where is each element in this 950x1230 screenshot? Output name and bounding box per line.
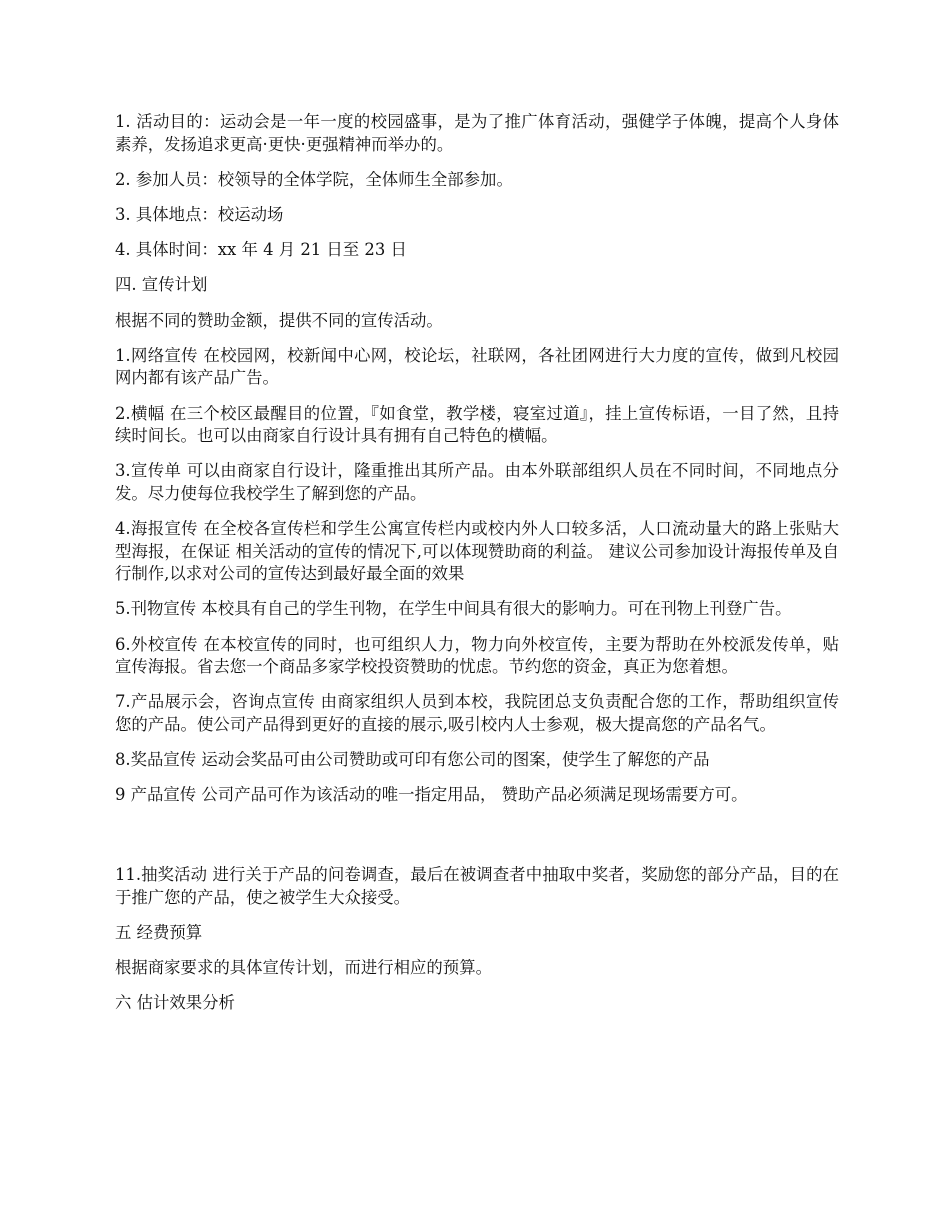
paragraph-product-publicity: 9 产品宣传 公司产品可作为该活动的唯一指定用品， 赞助产品必须满足现场需要方可。 — [115, 785, 748, 805]
paragraph-product-exhibition: 7.产品展示会，咨询点宣传 由商家组织人员到本校，我院团总支负责配合您的工作，帮助组织宣传您的产品。使公司产品得到更好的直接的展示,吸引校内人士参观，极大提高您的产品名气。 — [115, 692, 839, 734]
paragraph-time: 4. 具体时间：xx 年 4 月 21 日至 23 日 — [115, 240, 407, 260]
section-heading-budget: 五 经费预算 — [115, 922, 203, 942]
section-heading-publicity-plan: 四. 宣传计划 — [115, 275, 208, 295]
paragraph-publicity-intro: 根据不同的赞助金额，提供不同的宣传活动。 — [115, 310, 443, 330]
paragraph-prize-publicity: 8.奖品宣传 运动会奖品可由公司赞助或可印有您公司的图案，使学生了解您的产品 — [115, 750, 710, 770]
paragraph-participants: 2. 参加人员：校领导的全体学院，全体师生全部参加。 — [115, 169, 513, 189]
section-heading-effect-analysis: 六 估计效果分析 — [115, 993, 235, 1013]
paragraph-location: 3. 具体地点：校运动场 — [115, 204, 284, 224]
paragraph-banner: 2.横幅 在三个校区最醒目的位置，『如食堂，教学楼，寝室过道』，挂上宣传标语，一目了然，且持续时间长。也可以由商家自行设计具有拥有自己特色的横幅。 — [115, 403, 839, 446]
paragraph-publication: 5.刊物宣传 本校具有自己的学生刊物，在学生中间具有很大的影响力。可在刊物上刊登广告。 — [115, 599, 792, 619]
paragraph-online-publicity: 1.网络宣传 在校园网，校新闻中心网，校论坛，社联网，各社团网进行大力度的宣传，做到凡校园网内都有该产品广告。 — [115, 345, 839, 388]
paragraph-poster: 4.海报宣传 在全校各宣传栏和学生公寓宣传栏内或校内外人口较多活，人口流动量大的路上张贴大型海报，在保证 相关活动的宣传的情况下,可以体现赞助商的利益。 建议公司参加设计海报传单及自行制作,以求对公司的宣传达到最好最全面的效果 — [115, 519, 839, 584]
paragraph-lottery: 11.抽奖活动 进行关于产品的问卷调查，最后在被调查者中抽取中奖者，奖励您的部分产品，目的在于推广您的产品，使之被学生大众接受。 — [115, 864, 839, 907]
paragraph-external-publicity: 6.外校宣传 在本校宣传的同时，也可组织人力，物力向外校宣传，主要为帮助在外校派发传单，贴宣传海报。省去您一个商品多家学校投资赞助的忧虑。节约您的资金，真正为您着想。 — [115, 634, 839, 677]
paragraph-budget: 根据商家要求的具体宣传计划，而进行相应的预算。 — [115, 957, 492, 977]
paragraph-activity-purpose: 1. 活动目的：运动会是一年一度的校园盛事，是为了推广体育活动，强健学子体魄，提高个人身体素养，发扬追求更高·更快·更强精神而举办的。 — [115, 112, 839, 154]
document-body — [115, 111, 839, 1027]
paragraph-flyer: 3.宣传单 可以由商家自行设计，隆重推出其所产品。由本外联部组织人员在不同时间，不同地点分发。尽力使每位我校学生了解到您的产品。 — [115, 461, 839, 503]
